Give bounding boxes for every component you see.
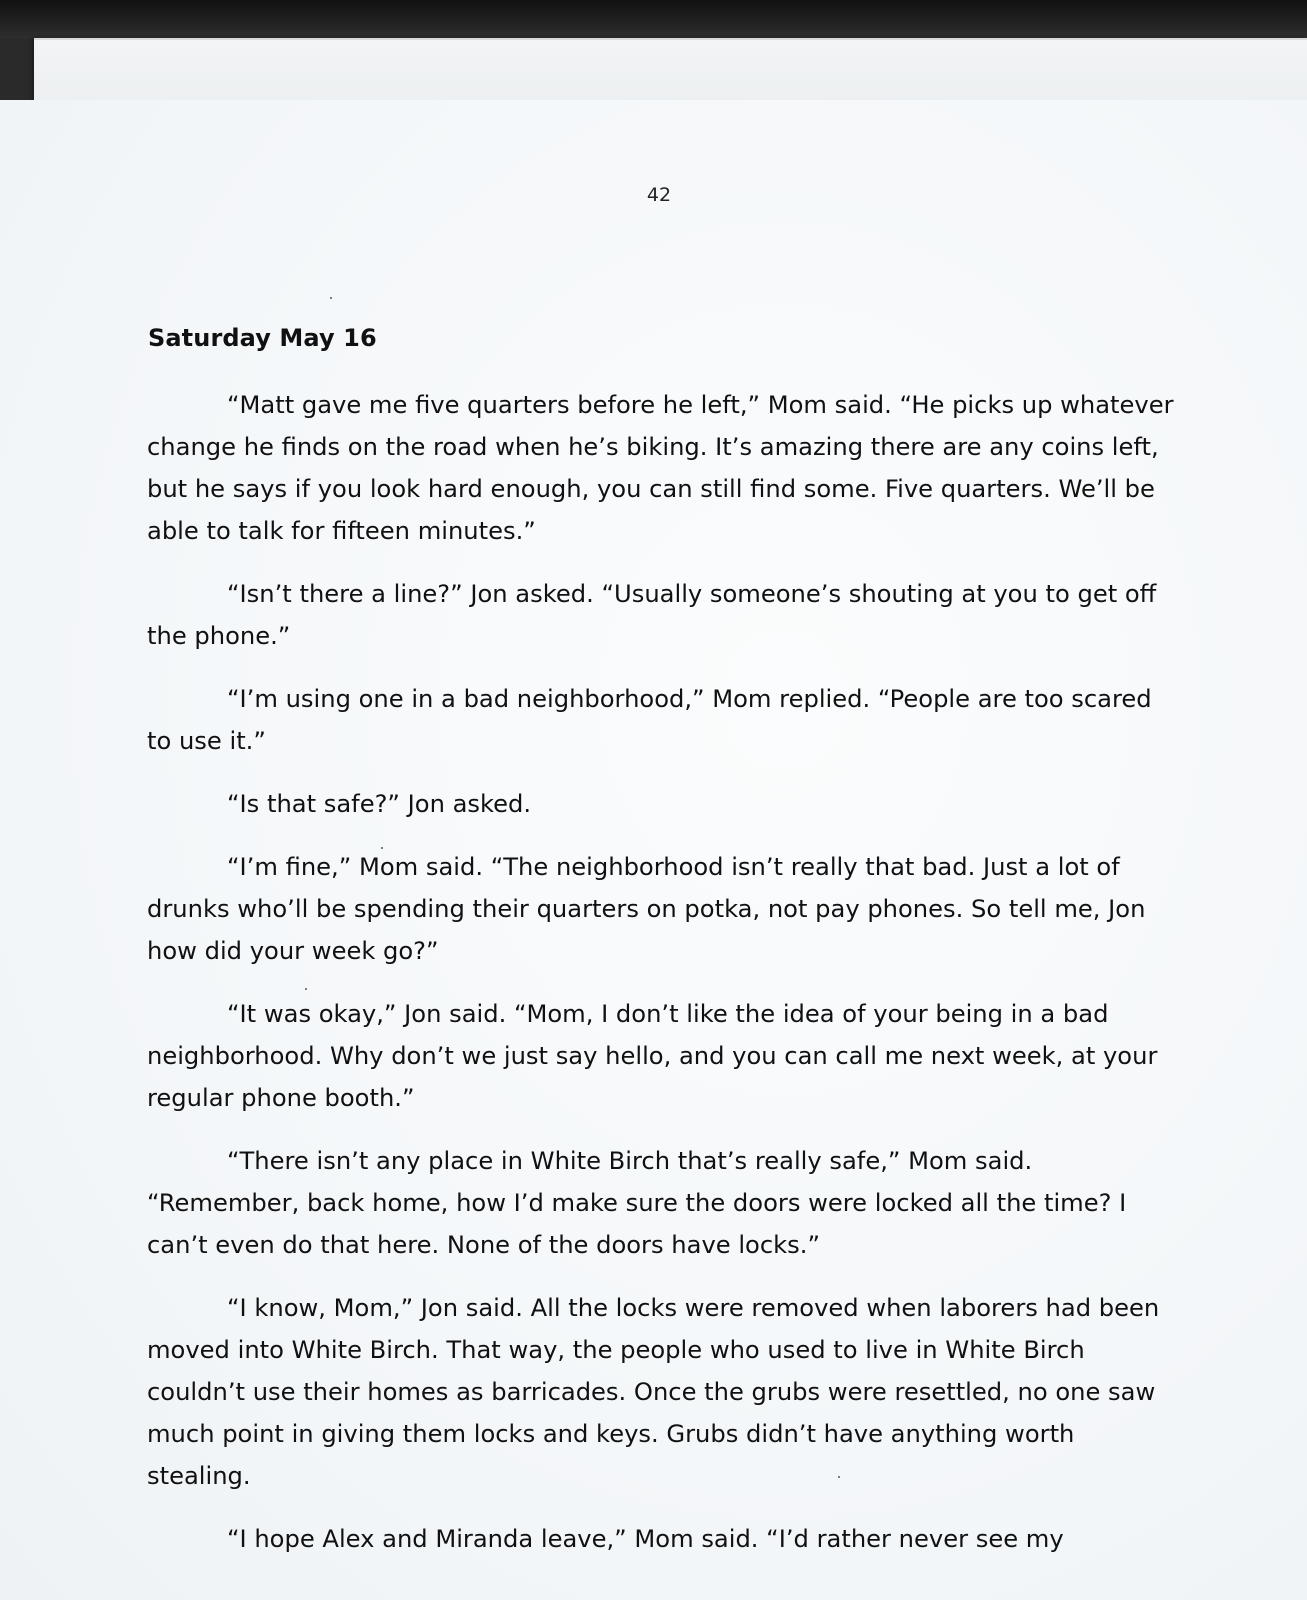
scan-speck [838,1476,840,1478]
paragraph: “Is that safe?” Jon asked. [227,790,532,818]
paragraph: “Matt gave me five quarters before he left,” Mom said. “He picks up whatever change he finds on the road when he’s biking. It’s amazing there are any coins left, but he says if you look hard enough, you can still find some. Five quarters. We’ll be able to talk for fifteen minutes.” [147,391,1174,545]
paragraph: “I’m fine,” Mom said. “The neighborhood isn’t really that bad. Just a lot of drunks who’ll be spending their quarters on potka, not pay phones. So tell me, Jon how did your week go?” [147,853,1146,965]
paragraph: “I’m using one in a bad neighborhood,” Mom replied. “People are too scared to use it.” [147,685,1152,755]
paragraph: “Isn’t there a line?” Jon asked. “Usually someone’s shouting at you to get off the phone.” [147,580,1157,650]
paragraph: “I hope Alex and Miranda leave,” Mom said. “I’d rather never see my [227,1525,1064,1553]
scan-speck [381,847,383,849]
scan-speck [305,988,307,990]
paragraph: “There isn’t any place in White Birch that’s really safe,” Mom said. “Remember, back home, how I’d make sure the doors were locked all the time? I can’t even do that here. None of the doors have locks.” [147,1147,1127,1259]
scanner-edge [0,0,1307,38]
body-text [147,384,1177,1581]
date-heading: Saturday May 16 [148,324,377,352]
page-number: 42 [646,184,672,206]
paragraph: “I know, Mom,” Jon said. All the locks were removed when laborers had been moved into White Birch. That way, the people who used to live in White Birch couldn’t use their homes as barricades. Once the grubs were resettled, no one saw much point in giving them locks and keys. Grubs didn’t have anything worth stealing. [147,1294,1160,1490]
paragraph: “It was okay,” Jon said. “Mom, I don’t like the idea of your being in a bad neighborhood. Why don’t we just say hello, and you can call me next week, at your regular phone booth.” [147,1000,1158,1112]
scan-speck [330,297,332,299]
